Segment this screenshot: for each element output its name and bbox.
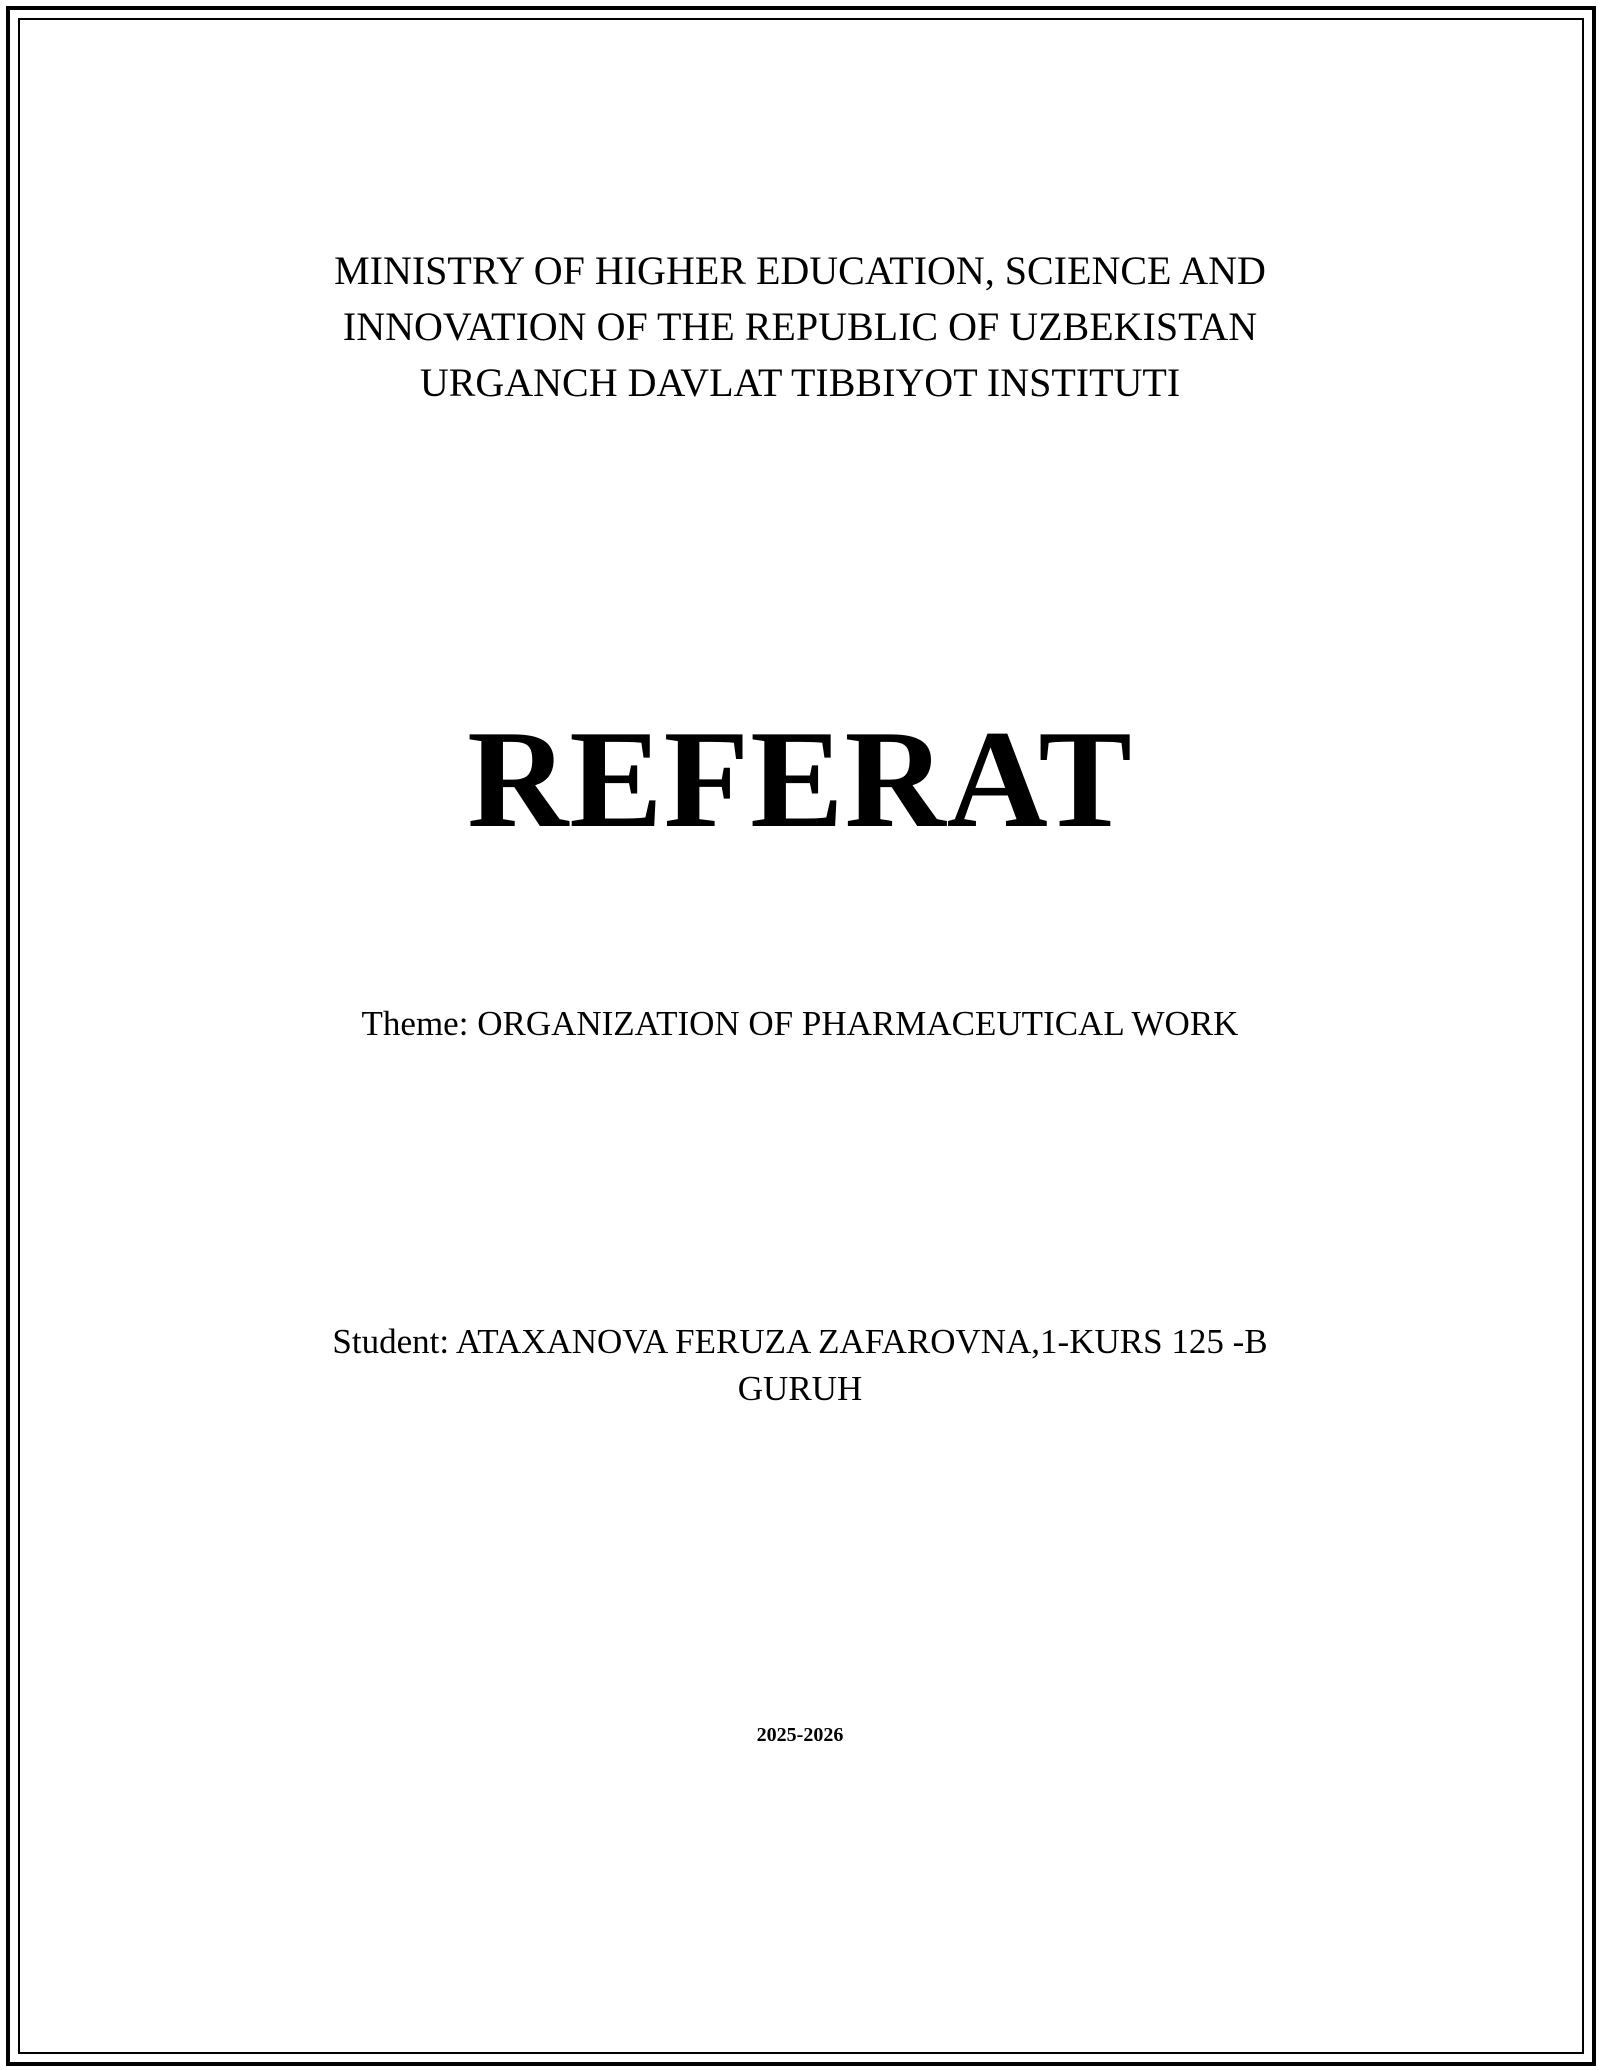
document-title: REFERAT [467,702,1133,857]
student-line-2: GURUH [737,1369,863,1408]
student-line-1: Student: ATAXANOVA FERUZA ZAFAROVNA,1-KURS 125 -B [332,1322,1268,1361]
header-line-3: URGANCH DAVLAT TIBBIYOT INSTITUTI [419,360,1181,405]
header-line-1: MINISTRY OF HIGHER EDUCATION, SCIENCE AND [334,248,1266,293]
institution-header [0,243,1600,411]
header-line-2: INNOVATION OF THE REPUBLIC OF UZBEKISTAN [342,304,1258,349]
student-info [0,1318,1600,1412]
academic-year: 2025-2026 [756,1724,844,1746]
theme-line: Theme: ORGANIZATION OF PHARMACEUTICAL WORK [361,1004,1239,1043]
